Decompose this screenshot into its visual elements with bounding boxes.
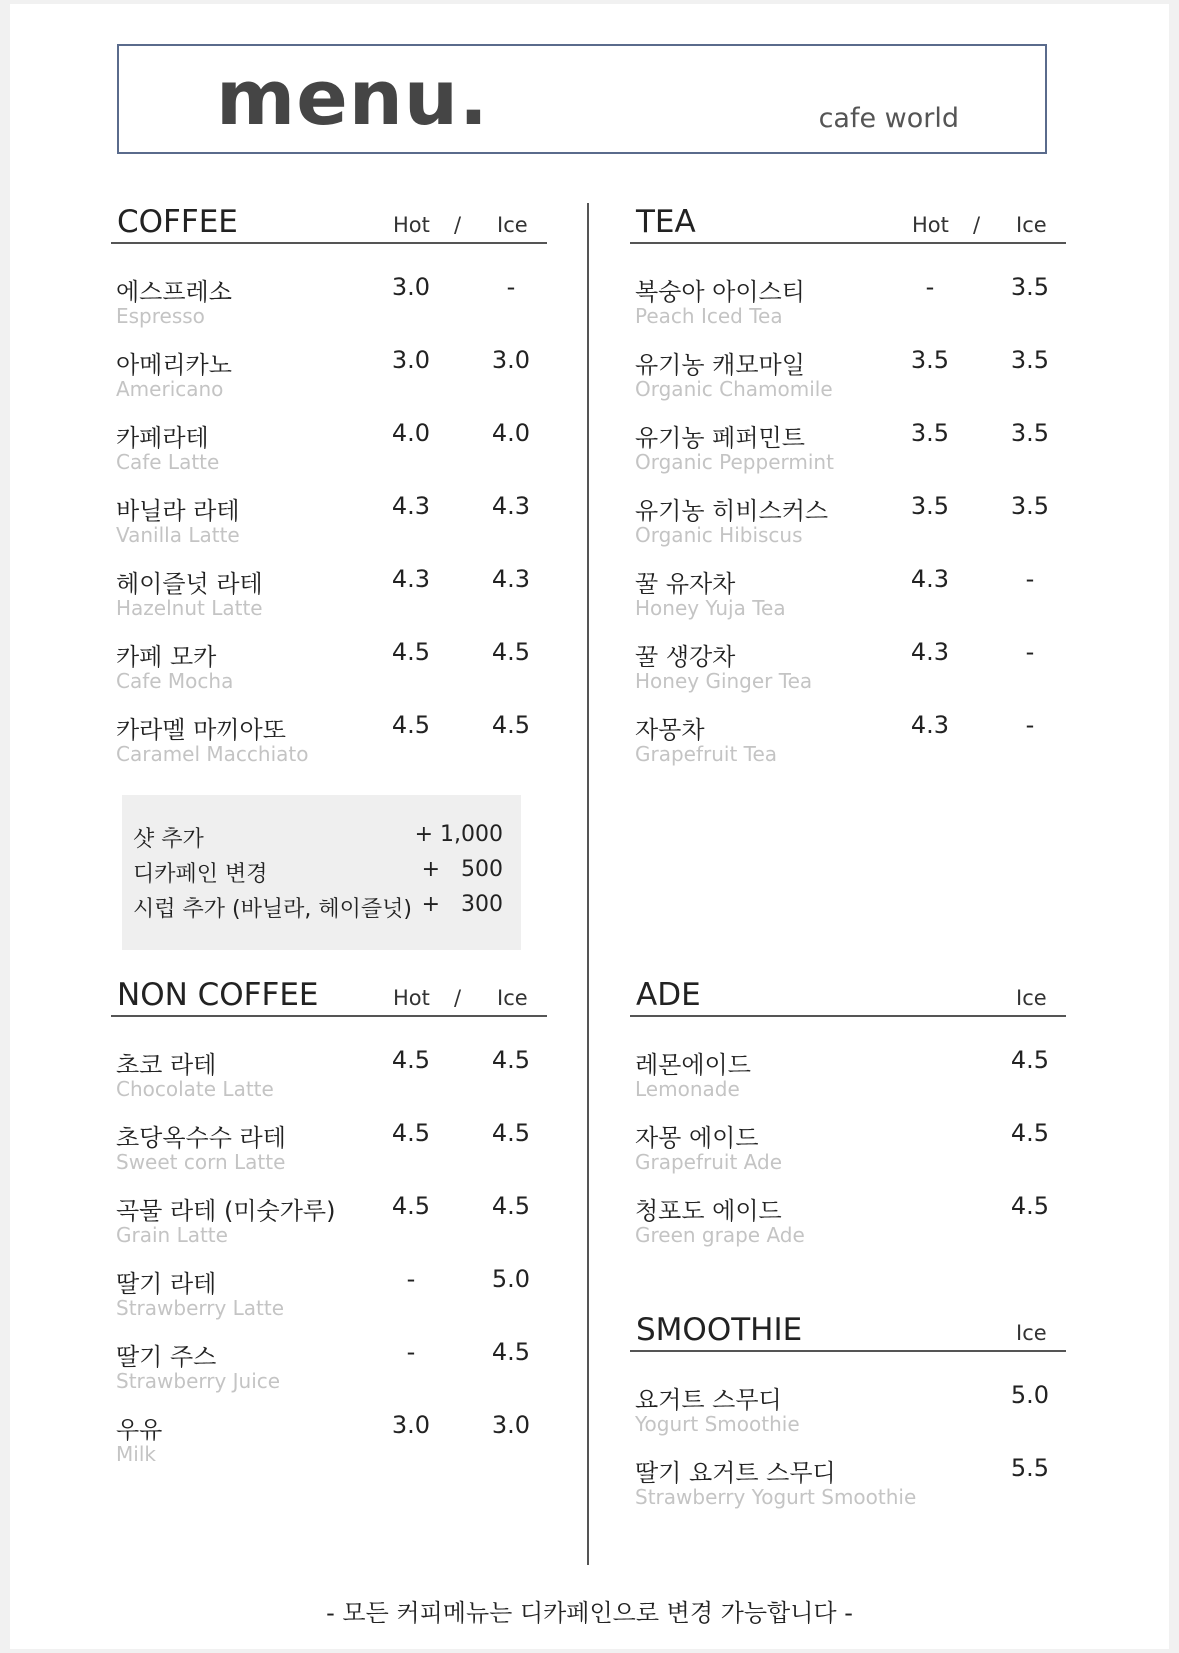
menu-item [111,491,547,564]
hot-column-label: Hot [393,213,430,237]
ice-price: - [1025,565,1035,593]
ice-price: 4.3 [491,492,531,520]
menu-item [111,418,547,491]
menu-item [630,272,1066,345]
hot-price: 4.3 [910,711,950,739]
smoothie-title: SMOOTHIE [636,1312,803,1348]
item-name-en: Sweet corn Latte [116,1150,286,1174]
ice-price: 4.5 [491,1046,531,1074]
hot-price: 3.5 [910,419,950,447]
ice-price: 3.5 [1010,273,1050,301]
hot-price: 4.5 [391,1192,431,1220]
smoothie-header [630,1304,1066,1352]
ice-price: - [1025,711,1035,739]
item-name-en: Grapefruit Tea [635,742,778,766]
item-name-ko: 복숭아 아이스티 [635,278,805,306]
item-name-en: Vanilla Latte [116,523,240,547]
ice-column-label: Ice [497,213,528,237]
hot-price: 4.3 [910,565,950,593]
hot-price: 3.0 [391,1411,431,1439]
coffee-list [111,272,547,783]
item-name-en: Strawberry Latte [116,1296,285,1320]
menu-item [111,637,547,710]
item-name-en: Strawberry Juice [116,1369,281,1393]
column-separator: / [454,986,462,1010]
menu-item [630,564,1066,637]
item-name-ko: 유기농 페퍼민트 [635,424,805,452]
ice-price: 4.5 [1010,1119,1050,1147]
item-name-ko: 우유 [116,1416,163,1444]
menu-item [630,491,1066,564]
ice-price: 4.5 [1010,1046,1050,1074]
menu-item [111,272,547,345]
item-name-ko: 초코 라테 [116,1051,217,1079]
non-coffee-section [111,969,547,1483]
extra-price: + 1,000 [414,822,503,847]
item-name-ko: 꿀 생강차 [635,643,736,671]
item-name-ko: 카페 모카 [116,643,217,671]
ice-price: 4.5 [491,711,531,739]
item-name-en: Americano [116,377,224,401]
item-name-ko: 딸기 요거트 스무디 [635,1459,836,1487]
item-name-ko: 자몽 에이드 [635,1124,759,1152]
ice-price: - [506,273,516,301]
item-name-ko: 꿀 유자차 [635,570,736,598]
item-name-ko: 유기농 캐모마일 [635,351,805,379]
item-name-ko: 카페라테 [116,424,209,452]
item-name-en: Honey Ginger Tea [635,669,813,693]
ice-price: 5.0 [1010,1381,1050,1409]
non-coffee-header [111,969,547,1017]
extra-name: 시럽 추가 (바닐라, 헤이즐넛) [133,897,412,922]
item-name-en: Organic Chamomile [635,377,833,401]
item-name-en: Strawberry Yogurt Smoothie [635,1485,917,1509]
item-name-en: Cafe Mocha [116,669,234,693]
coffee-section [111,196,547,783]
item-name-ko: 에스프레소 [116,278,232,306]
menu-title: menu. [216,53,489,142]
ice-price: 3.0 [491,1411,531,1439]
smoothie-section [630,1304,1066,1526]
item-name-en: Green grape Ade [635,1223,805,1247]
column-separator: / [454,213,462,237]
ice-price: 4.5 [1010,1192,1050,1220]
menu-item [630,1045,1066,1118]
column-divider [587,203,589,1565]
hot-price: 4.5 [391,1046,431,1074]
menu-item [111,564,547,637]
column-separator: / [973,213,981,237]
item-name-en: Lemonade [635,1077,740,1101]
decaf-notice: - 모든 커피메뉴는 디카페인으로 변경 가능합니다 - [326,1599,853,1627]
ice-price: - [1025,638,1035,666]
ade-section [630,969,1066,1264]
hot-price: 3.5 [910,492,950,520]
extra-price: + 500 [421,857,503,882]
item-name-ko: 곡물 라테 (미숫가루) [116,1197,336,1225]
item-name-ko: 딸기 주스 [116,1343,217,1371]
menu-item [630,1380,1066,1453]
item-name-en: Peach Iced Tea [635,304,783,328]
item-name-en: Caramel Macchiato [116,742,309,766]
item-name-en: Grapefruit Ade [635,1150,783,1174]
menu-item [630,1118,1066,1191]
hot-price: 4.5 [391,638,431,666]
ade-header [630,969,1066,1017]
item-name-ko: 요거트 스무디 [635,1386,782,1414]
item-name-en: Espresso [116,304,205,328]
ade-title: ADE [636,977,701,1013]
menu-item [111,1337,547,1410]
extra-price: + 300 [421,892,503,917]
ice-price: 4.0 [491,419,531,447]
item-name-en: Organic Peppermint [635,450,834,474]
item-name-ko: 청포도 에이드 [635,1197,782,1225]
ice-column-label: Ice [1016,1321,1047,1345]
item-name-ko: 아메리카노 [116,351,232,379]
hot-price: 4.0 [391,419,431,447]
item-name-ko: 초당옥수수 라테 [116,1124,286,1152]
item-name-en: Organic Hibiscus [635,523,803,547]
coffee-header [111,196,547,244]
hot-price: 3.0 [391,273,431,301]
hot-column-label: Hot [393,986,430,1010]
hot-price: - [406,1265,416,1293]
hot-price: - [925,273,935,301]
ice-price: 3.5 [1010,346,1050,374]
menu-item [630,710,1066,783]
item-name-en: Cafe Latte [116,450,220,474]
item-name-ko: 카라멜 마끼아또 [116,716,286,744]
ice-price: 3.0 [491,346,531,374]
menu-item [111,1264,547,1337]
hot-price: 4.3 [391,565,431,593]
item-name-ko: 유기농 히비스커스 [635,497,829,525]
menu-item [630,345,1066,418]
item-name-en: Grain Latte [116,1223,228,1247]
extra-name: 디카페인 변경 [133,862,268,887]
item-name-ko: 레몬에이드 [635,1051,751,1079]
item-name-en: Yogurt Smoothie [635,1412,800,1436]
menu-item [111,1191,547,1264]
item-name-en: Honey Yuja Tea [635,596,786,620]
hot-price: 3.0 [391,346,431,374]
item-name-en: Chocolate Latte [116,1077,274,1101]
menu-item [630,1453,1066,1526]
non-coffee-title: NON COFFEE [117,977,319,1013]
item-name-en: Milk [116,1442,156,1466]
menu-item [111,710,547,783]
hot-price: 4.5 [391,1119,431,1147]
ice-price: 5.5 [1010,1454,1050,1482]
ade-list [630,1045,1066,1264]
menu-header [117,44,1047,154]
item-name-en: Hazelnut Latte [116,596,263,620]
cafe-name: cafe world [818,103,959,134]
menu-item [630,637,1066,710]
non-coffee-list [111,1045,547,1483]
ice-column-label: Ice [1016,986,1047,1010]
menu-item [111,345,547,418]
extra-name: 샷 추가 [133,827,204,852]
hot-price: 4.3 [910,638,950,666]
hot-price: - [406,1338,416,1366]
item-name-ko: 딸기 라테 [116,1270,217,1298]
ice-price: 3.5 [1010,492,1050,520]
smoothie-list [630,1380,1066,1526]
ice-column-label: Ice [1016,213,1047,237]
hot-price: 3.5 [910,346,950,374]
tea-title: TEA [636,204,696,240]
ice-price: 4.5 [491,1119,531,1147]
hot-price: 4.5 [391,711,431,739]
extras-box [122,795,521,950]
item-name-ko: 바닐라 라테 [116,497,240,525]
tea-header [630,196,1066,244]
hot-column-label: Hot [912,213,949,237]
menu-item [111,1410,547,1483]
ice-price: 4.3 [491,565,531,593]
tea-section [630,196,1066,783]
ice-price: 4.5 [491,1192,531,1220]
item-name-ko: 자몽차 [635,716,705,744]
menu-item [630,418,1066,491]
ice-price: 5.0 [491,1265,531,1293]
item-name-ko: 헤이즐넛 라테 [116,570,263,598]
ice-price: 3.5 [1010,419,1050,447]
ice-price: 4.5 [491,1338,531,1366]
menu-item [630,1191,1066,1264]
menu-item [111,1045,547,1118]
coffee-title: COFFEE [117,204,238,240]
hot-price: 4.3 [391,492,431,520]
ice-column-label: Ice [497,986,528,1010]
ice-price: 4.5 [491,638,531,666]
menu-item [111,1118,547,1191]
tea-list [630,272,1066,783]
